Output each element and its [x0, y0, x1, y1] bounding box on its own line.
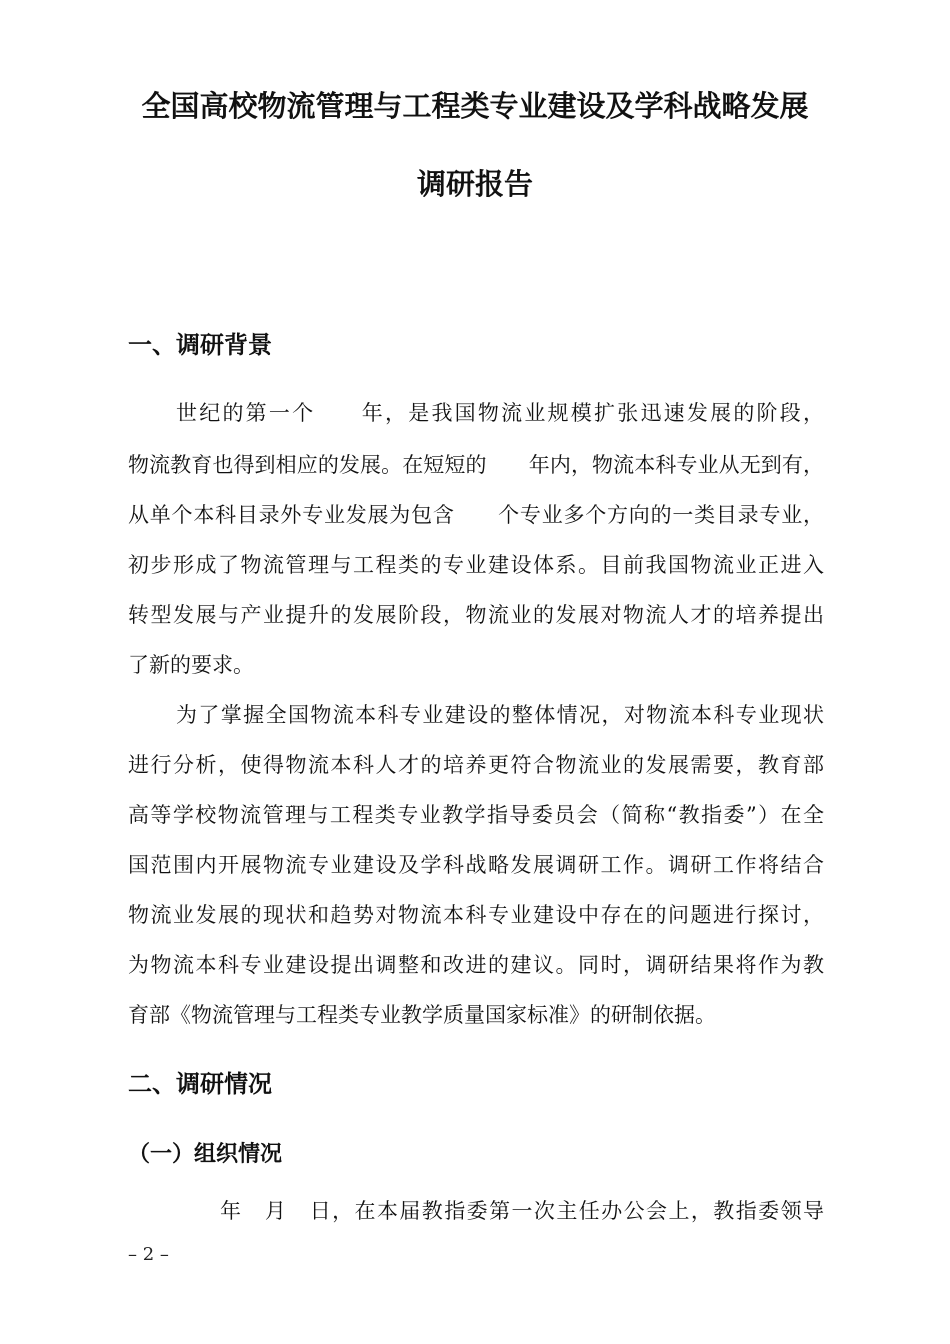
report-title-line-1: 全国高校物流管理与工程类专业建设及学科战略发展	[141, 89, 809, 123]
paragraph-line: 了新的要求。	[128, 653, 254, 677]
paragraph-line: 转型发展与产业提升的发展阶段，物流业的发展对物流人才的培养提出	[128, 603, 824, 627]
paragraph-line: 年 月 日，在本届教指委第一次主任办公会上，教指委领导	[220, 1199, 824, 1223]
paragraph-line: 国范围内开展物流专业建设及学科战略发展调研工作。调研工作将结合	[128, 853, 824, 877]
section-2-heading: 二、调研情况	[128, 1070, 272, 1098]
paragraph-line: 世纪的第一个 年，是我国物流业规模扩张迅速发展的阶段，	[176, 401, 824, 425]
subsection-1-heading: （一）组织情况	[128, 1142, 283, 1167]
page-number: – 2 –	[128, 1244, 169, 1265]
paragraph-line: 初步形成了物流管理与工程类的专业建设体系。目前我国物流业正进入	[128, 553, 824, 577]
paragraph-line: 进行分析，使得物流本科人才的培养更符合物流业的发展需要，教育部	[128, 753, 824, 777]
paragraph-line: 从单个本科目录外专业发展为包含 个专业多个方向的一类目录专业，	[128, 503, 824, 527]
paragraph-line: 物流业发展的现状和趋势对物流本科专业建设中存在的问题进行探讨，	[128, 903, 824, 927]
report-title-line-2: 调研报告	[416, 167, 533, 201]
section-1-heading: 一、调研背景	[128, 331, 272, 359]
paragraph-line: 高等学校物流管理与工程类专业教学指导委员会（简称“教指委”）在全	[128, 803, 824, 827]
paragraph-line: 为了掌握全国物流本科专业建设的整体情况，对物流本科专业现状	[176, 703, 824, 727]
paragraph-line: 育部《物流管理与工程类专业教学质量国家标准》的研制依据。	[128, 1003, 716, 1027]
paragraph-line: 为物流本科专业建设提出调整和改进的建议。同时，调研结果将作为教	[128, 953, 824, 977]
paragraph-line: 物流教育也得到相应的发展。在短短的 年内，物流本科专业从无到有，	[128, 453, 824, 477]
